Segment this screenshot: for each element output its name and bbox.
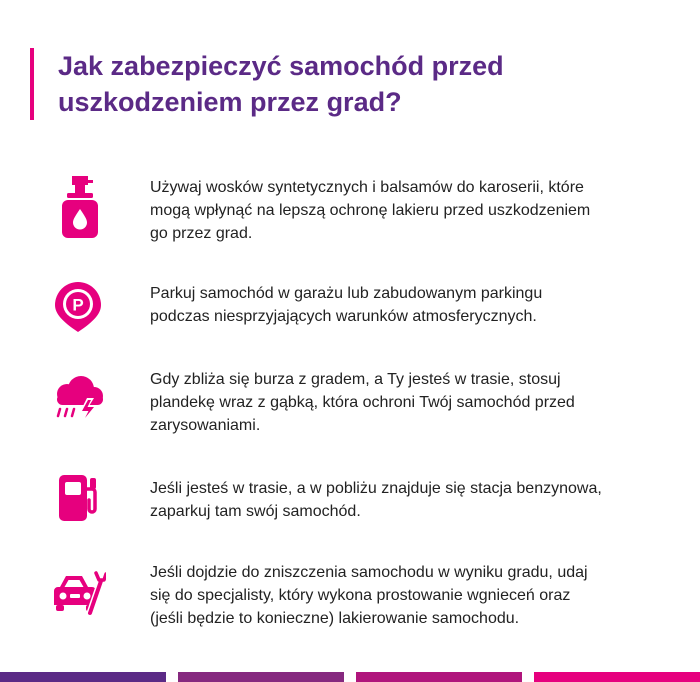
storm-cloud-icon: [50, 376, 106, 436]
footer-segment: [0, 672, 166, 682]
tip-text: [150, 368, 670, 437]
tip-text: [150, 282, 670, 328]
page-title: [58, 48, 658, 120]
tip-line: plandekę wraz z gąbką, która ochroni Twój samochód przed: [150, 394, 575, 411]
tip-line: Jeśli dojdzie do zniszczenia samochodu w wyniku gradu, udaj: [150, 564, 588, 581]
svg-text:P: P: [72, 295, 84, 315]
tip-text: [150, 176, 670, 245]
tip-line: go przez grad.: [150, 225, 253, 242]
tip-line: (jeśli będzie to konieczne) lakierowanie samochodu.: [150, 610, 520, 627]
parking-pin-icon: [50, 282, 106, 342]
footer-segment: [178, 672, 344, 682]
tip-line: mogą wpłynąć na lepszą ochronę lakieru przed uszkodzeniem: [150, 202, 591, 219]
tip-line: podczas niesprzyjających warunków atmosferycznych.: [150, 308, 537, 325]
tip-line: Parkuj samochód w garażu lub zabudowanym parkingu: [150, 285, 543, 302]
car-repair-icon: [50, 569, 106, 629]
footer-segment: [534, 672, 700, 682]
title-line: uszkodzeniem przez grad?: [58, 87, 402, 117]
tip-line: Gdy zbliża się burza z gradem, a Ty jesteś w trasie, stosuj: [150, 371, 561, 388]
title-accent-bar: [30, 48, 34, 120]
tip-line: zarysowaniami.: [150, 417, 261, 434]
tip-line: Używaj wosków syntetycznych i balsamów do karoserii, które: [150, 179, 584, 196]
title-line: Jak zabezpieczyć samochód przed: [58, 51, 504, 81]
footer-segment: [356, 672, 522, 682]
tip-line: Jeśli jesteś w trasie, a w pobliżu znajduje się stacja benzynowa,: [150, 480, 602, 497]
tip-line: się do specjalisty, który wykona prostowanie wgnieceń oraz: [150, 587, 571, 604]
tip-text: [150, 477, 670, 523]
tip-line: zaparkuj tam swój samochód.: [150, 503, 361, 520]
tip-text: [150, 561, 670, 630]
lotion-bottle-icon: [50, 176, 106, 236]
fuel-pump-icon: [50, 473, 106, 533]
footer-color-bar: [0, 672, 700, 682]
